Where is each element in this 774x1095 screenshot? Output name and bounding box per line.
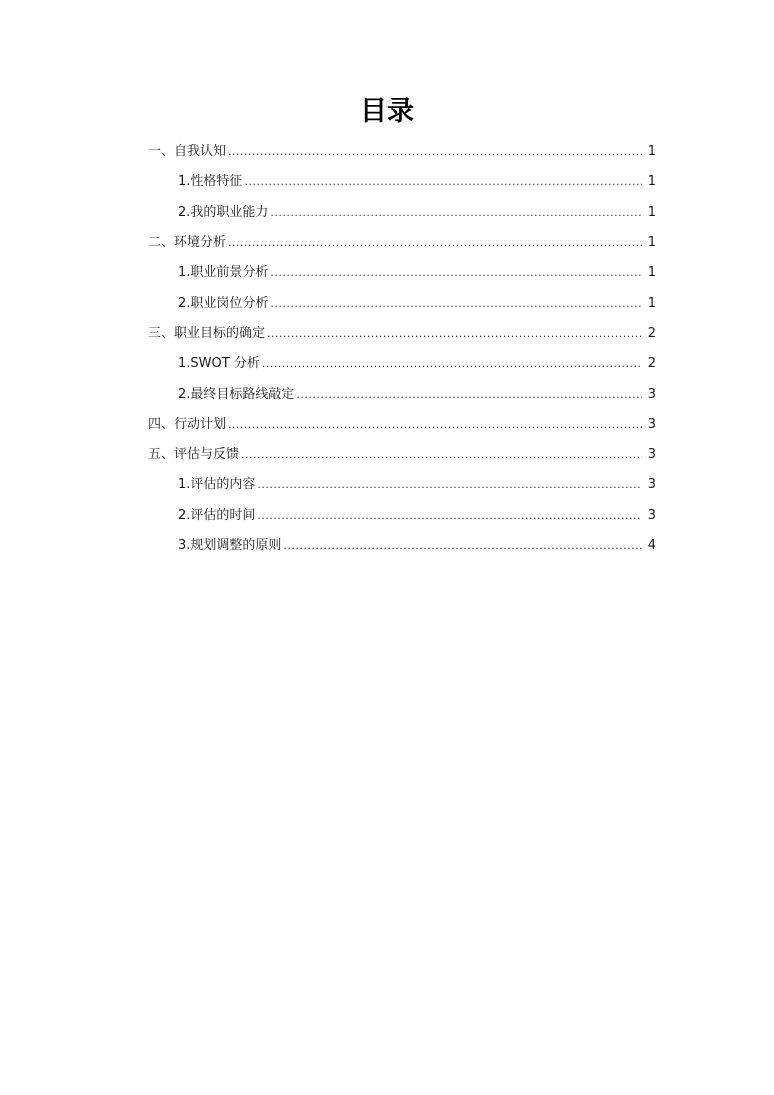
- toc-leader-dots: [228, 235, 642, 251]
- toc-leader-dots: [228, 417, 642, 433]
- toc-entry-page: 2: [647, 356, 656, 372]
- toc-entry-page: 1: [647, 265, 656, 281]
- toc-entry-page: 3: [647, 416, 656, 432]
- toc-entry-label: 2.职业岗位分析: [178, 295, 269, 311]
- toc-entry[interactable]: [0, 531, 774, 561]
- toc-entry[interactable]: [0, 501, 774, 531]
- toc-entry[interactable]: [0, 440, 774, 470]
- toc-entry-page: 1: [647, 144, 656, 160]
- toc-title: 目录: [360, 96, 414, 127]
- toc-leader-dots: [257, 477, 642, 493]
- toc-entry-page: 1: [647, 295, 656, 311]
- toc-entry-label: 2.我的职业能力: [178, 204, 269, 220]
- toc-leader-dots: [270, 205, 642, 221]
- toc-entry-page: 1: [647, 174, 656, 190]
- toc-entry-page: 2: [647, 325, 656, 341]
- toc-entry-label: 四、行动计划: [148, 416, 227, 432]
- toc-leader-dots: [244, 174, 642, 190]
- toc-leader-dots: [241, 447, 642, 463]
- toc-entry[interactable]: [0, 198, 774, 228]
- toc-entry-label: 二、环境分析: [148, 235, 227, 251]
- toc-leader-dots: [267, 326, 642, 342]
- toc-entry[interactable]: [0, 470, 774, 500]
- toc-entry-label: 三、职业目标的确定: [148, 325, 266, 341]
- toc-leader-dots: [262, 356, 642, 372]
- toc-entry-label: 2.最终目标路线敲定: [178, 386, 295, 402]
- toc-entry-page: 4: [647, 538, 656, 553]
- toc-entry-page: 1: [647, 235, 656, 251]
- toc-entry[interactable]: [0, 258, 774, 288]
- toc-leader-dots: [296, 387, 642, 403]
- toc-entry[interactable]: [0, 349, 774, 379]
- toc-entry[interactable]: [0, 379, 774, 409]
- toc-list: [0, 137, 774, 561]
- toc-entry-page: 3: [647, 477, 656, 493]
- toc-entry-page: 3: [647, 507, 656, 523]
- toc-entry-label: 1.性格特征: [178, 174, 243, 190]
- toc-entry-page: 1: [647, 204, 656, 220]
- toc-entry[interactable]: [0, 228, 774, 258]
- toc-entry-page: 3: [647, 447, 656, 463]
- toc-leader-dots: [257, 508, 642, 524]
- toc-leader-dots: [283, 538, 642, 554]
- toc-entry-label: 1.评估的内容: [178, 477, 256, 493]
- toc-entry-label: 一、自我认知: [148, 144, 227, 160]
- toc-entry-label: 五、评估与反馈: [148, 447, 240, 463]
- toc-leader-dots: [228, 144, 642, 160]
- toc-entry-page: 3: [647, 386, 656, 402]
- toc-entry[interactable]: [0, 167, 774, 197]
- toc-leader-dots: [270, 265, 642, 281]
- toc-leader-dots: [270, 296, 642, 312]
- toc-entry-label: 1.SWOT 分析: [178, 356, 260, 372]
- toc-entry[interactable]: [0, 288, 774, 318]
- toc-entry[interactable]: [0, 410, 774, 440]
- toc-entry[interactable]: [0, 137, 774, 167]
- toc-entry-label: 1.职业前景分析: [178, 265, 269, 281]
- toc-entry-label: 3.规划调整的原则: [178, 538, 282, 553]
- toc-entry[interactable]: [0, 319, 774, 349]
- toc-entry-label: 2.评估的时间: [178, 507, 256, 523]
